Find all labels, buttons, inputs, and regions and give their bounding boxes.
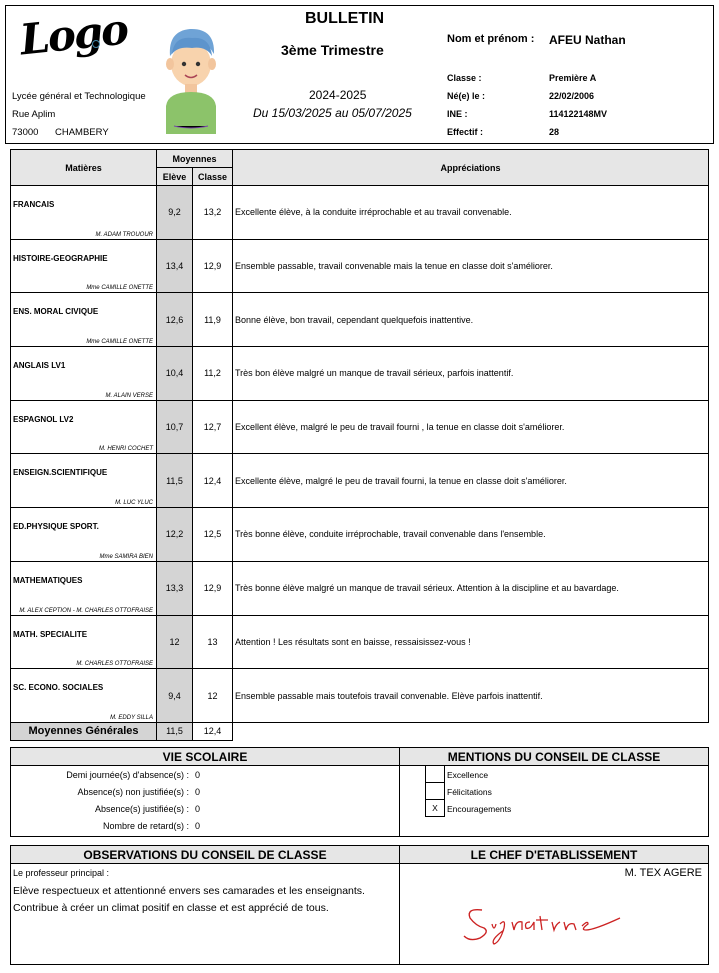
teacher-name: Mme CAMILLE ONETTE <box>86 285 153 292</box>
class-average: 12,7 <box>193 400 233 454</box>
school-type: Lycée général et Technologique <box>12 91 146 102</box>
student-average: 12 <box>157 615 193 669</box>
observation-line-2: Contribue à créer un climat positif en classe et est apprécié de tous. <box>13 902 329 914</box>
subject-cell <box>11 186 157 240</box>
school-city: CHAMBERY <box>55 127 109 138</box>
observations-box <box>10 845 709 965</box>
table-row <box>11 508 709 562</box>
ine-value: 114122148MV <box>549 109 608 119</box>
mention-checkbox[interactable]: X <box>425 800 445 817</box>
attendance-value: 0 <box>195 820 201 831</box>
subject-cell <box>11 454 157 508</box>
col-class: Classe <box>193 168 233 186</box>
trimester: 3ème Trimestre <box>281 42 384 58</box>
student-name-label: Nom et prénom : <box>447 33 535 45</box>
subject-cell <box>11 508 157 562</box>
class-average: 12,4 <box>193 454 233 508</box>
subject-cell <box>11 615 157 669</box>
school-year: 2024-2025 <box>309 88 367 102</box>
mention-row <box>400 800 708 817</box>
student-average: 12,6 <box>157 293 193 347</box>
vie-scolaire-box <box>10 747 709 837</box>
teacher-name: M. ADAM TROUOUR <box>95 231 153 238</box>
subject-name: MATHEMATIQUES <box>13 575 83 585</box>
class-average: 13 <box>193 615 233 669</box>
teacher-name: M. HENRI COCHET <box>99 446 153 453</box>
appreciation: Attention ! Les résultats sont en baisse, ressaisissez-vous ! <box>233 615 709 669</box>
student-avatar <box>160 26 222 136</box>
attendance-label: Absence(s) non justifiée(s) : <box>77 786 189 797</box>
class-average: 12,9 <box>193 239 233 293</box>
effectif-label: Effectif : <box>447 127 483 137</box>
birth-label: Né(e) le : <box>447 91 486 101</box>
attendance-value: 0 <box>195 786 201 797</box>
school-street: Rue Aplim <box>12 109 56 120</box>
bulletin-title: BULLETIN <box>305 10 385 27</box>
vie-scolaire-title: VIE SCOLAIRE <box>11 748 399 766</box>
class-average: 12,5 <box>193 508 233 562</box>
effectif-value: 28 <box>549 127 560 137</box>
observation-line-1: Elève respectueux et attentionné envers ses camarades et les enseignants. <box>13 885 365 897</box>
table-row <box>11 347 709 401</box>
attendance-row <box>11 817 399 834</box>
class-value: Première A <box>549 73 597 83</box>
mention-row <box>400 766 708 783</box>
teacher-name: M. LUC YLUC <box>115 500 153 507</box>
period: Du 15/03/2025 au 05/07/2025 <box>253 106 412 120</box>
general-average-student: 11,5 <box>157 722 193 740</box>
appreciation: Ensemble passable, travail convenable mais la tenue en classe doit s'améliorer. <box>233 239 709 293</box>
col-subjects: Matières <box>11 150 157 186</box>
mention-checkbox[interactable] <box>425 783 445 800</box>
student-average: 12,2 <box>157 508 193 562</box>
col-appreciations: Appréciations <box>233 150 709 186</box>
class-label: Classe : <box>447 73 482 83</box>
table-row <box>11 293 709 347</box>
mentions-title: MENTIONS DU CONSEIL DE CLASSE <box>400 748 708 766</box>
subject-cell <box>11 669 157 723</box>
appreciation: Excellente élève, à la conduite irréprochable et au travail convenable. <box>233 186 709 240</box>
mention-label: Encouragements <box>447 803 512 814</box>
attendance-value: 0 <box>195 769 201 780</box>
logo-dot-icon <box>92 40 100 48</box>
student-average: 13,3 <box>157 561 193 615</box>
subject-name: ESPAGNOL LV2 <box>13 414 74 424</box>
handwritten-signature <box>460 898 630 948</box>
subject-cell <box>11 239 157 293</box>
general-average-class: 12,4 <box>193 722 233 740</box>
class-average: 11,9 <box>193 293 233 347</box>
student-average: 10,4 <box>157 347 193 401</box>
appreciation: Excellente élève, malgré le peu de travail fourni, la tenue en classe doit s'améliorer. <box>233 454 709 508</box>
appreciation: Ensemble passable mais toutefois travail convenable. Elève parfois inattentif. <box>233 669 709 723</box>
teacher-name: Mme CAMILLE ONETTE <box>86 339 153 346</box>
class-average: 12,9 <box>193 561 233 615</box>
table-row <box>11 400 709 454</box>
teacher-name: Mme SAMIRA BIEN <box>99 553 153 560</box>
table-row <box>11 239 709 293</box>
appreciation: Très bon élève malgré un manque de travail sérieux, parfois inattentif. <box>233 347 709 401</box>
table-row <box>11 669 709 723</box>
main-teacher-label: Le professeur principal : <box>13 868 110 878</box>
class-average: 11,2 <box>193 347 233 401</box>
attendance-value: 0 <box>195 803 201 814</box>
subject-cell <box>11 347 157 401</box>
class-average: 12 <box>193 669 233 723</box>
subject-name: ENSEIGN.SCIENTIFIQUE <box>13 468 108 478</box>
student-name: AFEU Nathan <box>549 33 626 47</box>
teacher-name: M. EDDY SILLA <box>110 714 153 721</box>
appreciation: Bonne élève, bon travail, cependant quelquefois inattentive. <box>233 293 709 347</box>
subject-name: ENS. MORAL CIVIQUE <box>13 307 99 317</box>
attendance-label: Demi journée(s) d'absence(s) : <box>66 769 189 780</box>
student-average: 9,4 <box>157 669 193 723</box>
teacher-name: M. CHARLES OTTOFRAISE <box>76 661 153 668</box>
subject-cell <box>11 293 157 347</box>
appreciation: Très bonne élève malgré un manque de travail sérieux. Attention à la discipline et au bavardage. <box>233 561 709 615</box>
teacher-name: M. ALEX CEPTION - M. CHARLES OTTOFRAISE <box>19 607 153 614</box>
col-averages: Moyennes <box>157 150 233 168</box>
student-average: 13,4 <box>157 239 193 293</box>
grades-table <box>10 149 709 741</box>
chef-name: M. TEX AGERE <box>624 867 702 879</box>
attendance-row <box>11 766 399 783</box>
subject-name: ANGLAIS LV1 <box>13 361 66 371</box>
subject-name: SC. ECONO. SOCIALES <box>13 683 104 693</box>
mention-checkbox[interactable] <box>425 766 445 783</box>
table-row <box>11 454 709 508</box>
subject-name: ED.PHYSIQUE SPORT. <box>13 522 99 532</box>
attendance-row <box>11 800 399 817</box>
student-average: 9,2 <box>157 186 193 240</box>
mention-label: Félicitations <box>447 786 492 797</box>
appreciation: Très bonne élève, conduite irréprochable, travail convenable dans l'ensemble. <box>233 508 709 562</box>
birth-value: 22/02/2006 <box>549 91 595 101</box>
subject-name: FRANCAIS <box>13 200 55 209</box>
col-student: Elève <box>157 168 193 186</box>
table-row <box>11 561 709 615</box>
student-average: 11,5 <box>157 454 193 508</box>
class-average: 13,2 <box>193 186 233 240</box>
observations-title: OBSERVATIONS DU CONSEIL DE CLASSE <box>11 846 399 864</box>
mention-label: Excellence <box>447 769 489 780</box>
school-logo: Logo <box>17 4 130 65</box>
student-average: 10,7 <box>157 400 193 454</box>
chef-title: LE CHEF D'ETABLISSEMENT <box>400 846 708 864</box>
subject-name: HISTOIRE-GEOGRAPHIE <box>13 253 108 263</box>
subject-cell <box>11 561 157 615</box>
ine-label: INE : <box>447 109 468 119</box>
table-row <box>11 615 709 669</box>
school-postcode: 73000 <box>12 127 39 138</box>
mention-row <box>400 783 708 800</box>
appreciation: Excellent élève, malgré le peu de travail fourni , la tenue en classe doit s'améliorer. <box>233 400 709 454</box>
attendance-label: Nombre de retard(s) : <box>102 820 189 831</box>
subject-cell <box>11 400 157 454</box>
table-row <box>11 186 709 240</box>
teacher-name: M. ALAIN VERSE <box>105 392 153 399</box>
attendance-label: Absence(s) justifiée(s) : <box>94 803 189 814</box>
attendance-row <box>11 783 399 800</box>
general-average-label: Moyennes Générales <box>11 722 157 740</box>
subject-name: MATH. SPECIALITE <box>13 629 88 639</box>
